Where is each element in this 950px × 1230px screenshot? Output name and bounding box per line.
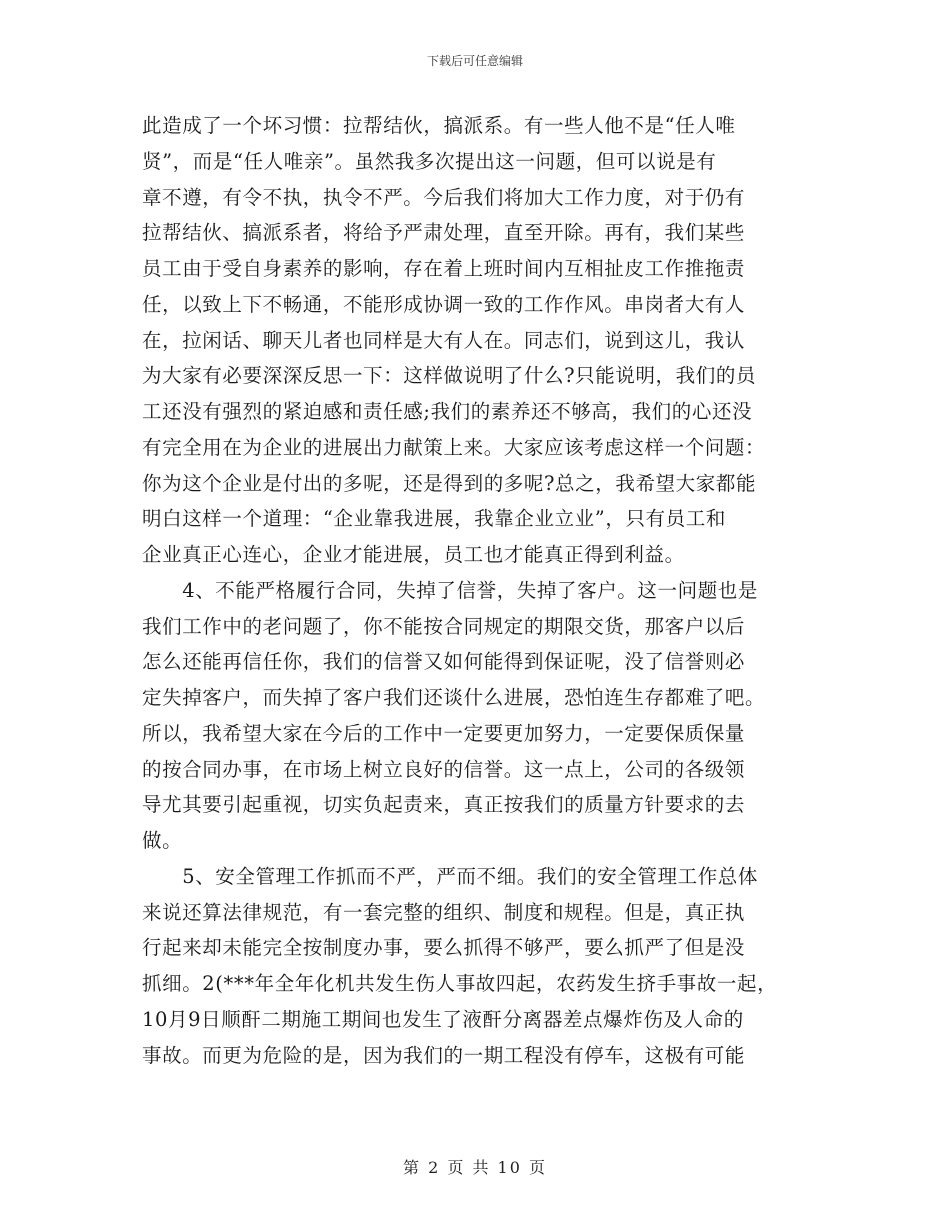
text-line: 5、安全管理工作抓而不严，严而不细。我们的安全管理工作总体: [142, 864, 759, 888]
page-number-footer: 第 2 页 共 10 页: [403, 1158, 547, 1177]
text-line: 所以，我希望大家在今后的工作中一定要更加努力，一定要保质保量: [142, 721, 746, 745]
text-line: 怎么还能再信任你，我们的信誉又如何能得到保证呢，没了信誉则必: [142, 650, 746, 674]
text-line: 事故。而更为危险的是，因为我们的一期工程没有停车，这极有可能: [142, 1043, 746, 1067]
text-line: 在，拉闲话、聊天儿者也同样是大有人在。同志们，说到这儿，我认: [142, 328, 746, 352]
text-line: 拉帮结伙、搞派系者，将给予严肃处理，直至开除。再有，我们某些: [142, 221, 746, 245]
text-line: 我们工作中的老问题了，你不能按合同规定的期限交货，那客户以后: [142, 614, 746, 638]
text-line: 你为这个企业是付出的多呢，还是得到的多呢?总之，我希望大家都能: [142, 471, 757, 495]
text-line: 为大家有必要深深反思一下：这样做说明了什么?只能说明，我们的员: [142, 364, 757, 388]
text-line: 贤”，而是“任人唯亲”。虽然我多次提出这一问题，但可以说是有: [142, 149, 717, 173]
text-line: 的按合同办事，在市场上树立良好的信誉。这一点上，公司的各级领: [142, 757, 746, 781]
text-line: 企业真正心连心，企业才能进展，员工也才能真正得到利益。: [142, 543, 685, 566]
text-line: 任，以致上下不畅通，不能形成协调一致的工作作风。串岗者大有人: [142, 292, 746, 316]
text-line: 工还没有强烈的紧迫感和责任感;我们的素养还不够高，我们的心还没: [142, 400, 753, 423]
document-body: [142, 108, 802, 1073]
text-line: 员工由于受自身素养的影响，存在着上班时间内互相扯皮工作推拖责: [142, 257, 746, 280]
page-header: 下载后可任意编辑: [426, 54, 523, 68]
text-line: 抓细。2(***年全年化机共发生伤人事故四起，农药发生挤手事故一起，: [142, 972, 778, 995]
text-line: 明白这样一个道理：“企业靠我进展，我靠企业立业”，只有员工和: [142, 507, 726, 531]
text-line: 有完全用在为企业的进展出力献策上来。大家应该考虑这样一个问题：: [142, 435, 766, 459]
text-line: 来说还算法律规范，有一套完整的组织、制度和规程。但是，真正执: [142, 900, 746, 924]
text-line: 导尤其要引起重视，切实负起责来，真正按我们的质量方针要求的去: [142, 793, 746, 817]
text-line: 4、不能严格履行合同，失掉了信誉，失掉了客户。这一问题也是: [142, 578, 759, 602]
text-line: 做。: [142, 829, 183, 852]
text-line: 定失掉客户，而失掉了客户我们还谈什么进展，恐怕连生存都难了吧。: [142, 686, 766, 709]
text-line: 行起来却未能完全按制度办事，要么抓得不够严，要么抓严了但是没: [142, 936, 746, 960]
text-line: 章不遵，有令不执，执令不严。今后我们将加大工作力度，对于仍有: [142, 185, 746, 209]
text-line: 此造成了一个坏习惯：拉帮结伙，搞派系。有一些人他不是“任人唯: [142, 114, 736, 137]
text-line: 10月9日顺酐二期施工期间也发生了液酐分离器差点爆炸伤及人命的: [142, 1007, 744, 1031]
